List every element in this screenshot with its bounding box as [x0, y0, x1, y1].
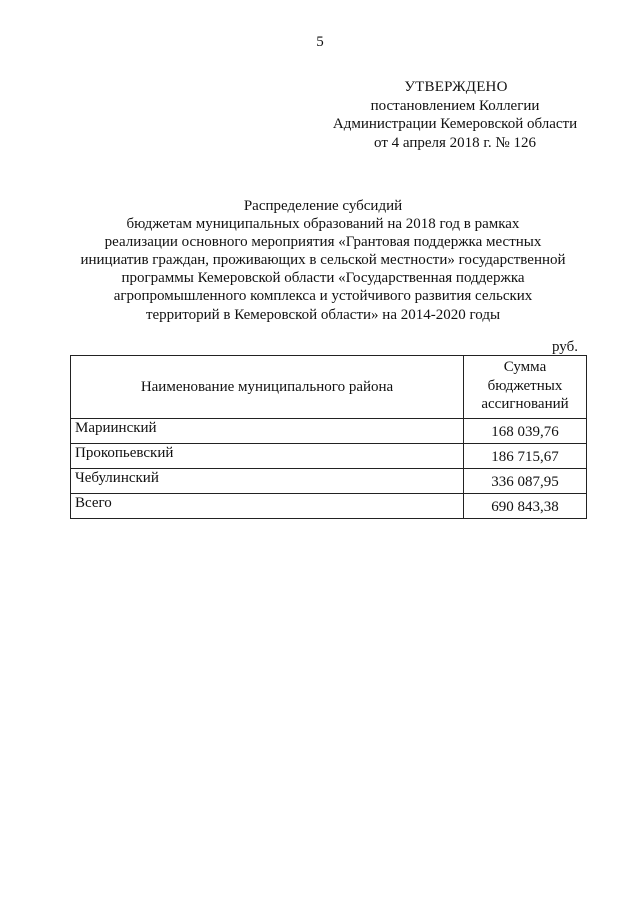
- title-line: агропромышленного комплекса и устойчивого развития сельских: [113, 288, 533, 305]
- subsidy-table: [70, 355, 587, 519]
- district-name-cell: Мариинский: [71, 418, 464, 443]
- title-line: бюджетам муниципальных образований на 2018 год в рамках: [126, 216, 520, 233]
- header-amount-line: бюджетных: [487, 377, 563, 394]
- amount-cell: 186 715,67: [464, 443, 587, 468]
- header-district-name: Наименование муниципального района: [71, 356, 464, 419]
- district-name-cell: Чебулинский: [71, 468, 464, 493]
- table-row: [71, 468, 587, 493]
- document-title: [58, 197, 588, 324]
- total-label-cell: Всего: [71, 493, 464, 518]
- title-line: территорий в Кемеровской области» на 2014-2020 годы: [145, 306, 501, 323]
- title-line: инициатив граждан, проживающих в сельской местности» государственной: [80, 252, 566, 269]
- total-amount-cell: 690 843,38: [464, 493, 587, 518]
- title-line: программы Кемеровской области «Государственная поддержка: [121, 270, 525, 287]
- table-row: [71, 443, 587, 468]
- title-line: Распределение субсидий: [243, 198, 403, 214]
- header-amount-line: ассигнований: [481, 396, 569, 412]
- amount-cell: 336 087,95: [464, 468, 587, 493]
- page-number: 5: [316, 34, 324, 50]
- amount-cell: 168 039,76: [464, 418, 587, 443]
- district-name-cell: Прокопьевский: [71, 443, 464, 468]
- table-total-row: [71, 493, 587, 518]
- header-amount: [464, 356, 587, 419]
- approval-stamp: УТВЕРЖДЕНО: [404, 79, 508, 95]
- currency-unit: руб.: [552, 339, 578, 355]
- title-line: реализации основного мероприятия «Грантовая поддержка местных: [104, 234, 542, 251]
- table-row: [71, 418, 587, 443]
- approval-line: от 4 апреля 2018 г. № 126: [374, 134, 536, 151]
- approval-line: постановлением Коллегии: [370, 97, 540, 114]
- header-amount-line: Сумма: [503, 359, 547, 375]
- approval-block: [330, 78, 580, 152]
- approval-line: Администрации Кемеровской области: [332, 116, 578, 132]
- table-header-row: [71, 356, 587, 419]
